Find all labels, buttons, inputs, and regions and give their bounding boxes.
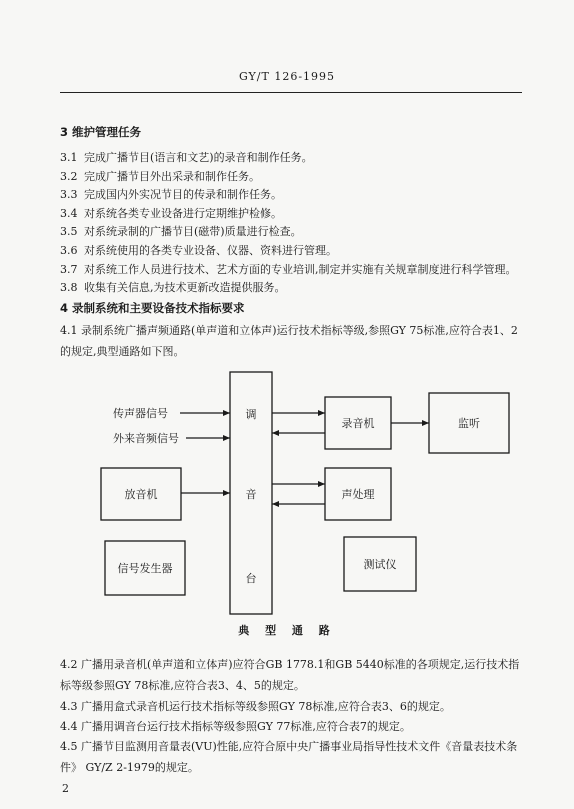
item-number: 3.4 (60, 206, 78, 220)
list-item (60, 204, 282, 224)
tester-label: 测试仪 (363, 558, 397, 571)
item-number: 3.6 (60, 244, 78, 257)
processor-box (325, 468, 391, 520)
item-text: 完成广播节目(语言和文艺)的录音和制作任务。 (84, 151, 313, 164)
mixer-char-1: 调 (245, 408, 257, 421)
item-text: 对系统各类专业设备进行定期维护检修。 (84, 206, 282, 220)
external-signal-label: 外来音频信号 (113, 432, 179, 445)
mixer-char-2: 音 (245, 488, 257, 501)
item-text: 完成广播节目外出采录和制作任务。 (84, 169, 260, 183)
player-label: 放音机 (124, 488, 158, 501)
recorder-box (325, 397, 391, 449)
header-rule (60, 92, 522, 93)
item-text: 收集有关信息,为技术更新改造提供服务。 (84, 281, 286, 295)
page-header: GY/T 126-1995 (238, 70, 336, 83)
list-item (60, 148, 313, 168)
signal-generator-label: 信号发生器 (117, 562, 173, 575)
section-3-title: 3 维护管理任务 (60, 125, 142, 139)
list-item (60, 222, 302, 242)
page-number: 2 (62, 782, 69, 795)
list-item (60, 167, 260, 187)
mic-signal-label: 传声器信号 (113, 407, 168, 420)
item-number: 3.8 (60, 281, 78, 295)
paragraph-4-3: 4.3 广播用盒式录音机运行技术指标等级参照GY 78标准,应符合表3、6的规定。 (60, 700, 451, 713)
paragraph-4-1: 4.1 录制系统广播声频通路(单声道和立体声)运行技术指标等级,参照GY 75标准,应符合表1、2的规定,典型通路如下图。 (60, 324, 518, 358)
paragraph-4-4: 4.4 广播用调音台运行技术指标等级参照GY 77标准,应符合表7的规定。 (60, 720, 411, 733)
item-number: 3.5 (60, 225, 78, 239)
item-text: 完成国内外实况节目的传录和制作任务。 (84, 188, 282, 202)
monitor-label: 监听 (458, 417, 480, 430)
item-text: 对系统录制的广播节目(磁带)质量进行检查。 (84, 225, 302, 239)
processor-label: 声处理 (341, 488, 375, 501)
item-number: 3.2 (60, 169, 78, 183)
player-box (101, 468, 181, 520)
mixer-char-3: 台 (245, 572, 257, 585)
diagram-caption: 典 型 通 路 (238, 624, 336, 637)
item-number: 3.7 (60, 262, 78, 276)
paragraph-4-2: 4.2 广播用录音机(单声道和立体声)应符合GB 1778.1和GB 5440标准的各项规定,运行技术指标等级参照GY 78标准,应符合表3、4、5的规定。 (60, 658, 520, 692)
item-text: 对系统工作人员进行技术、艺术方面的专业培训,制定并实施有关规章制度进行科学管理。 (84, 262, 517, 276)
tester-box (344, 537, 416, 591)
item-number: 3.1 (60, 151, 78, 164)
item-text: 对系统使用的各类专业设备、仪器、资料进行管理。 (84, 244, 337, 257)
signal-generator-box (105, 541, 185, 595)
section-4-title: 4 录制系统和主要设备技术指标要求 (60, 301, 245, 315)
monitor-box (429, 393, 509, 453)
item-number: 3.3 (60, 188, 78, 202)
list-item (60, 241, 337, 261)
list-item (60, 278, 286, 298)
recorder-label: 录音机 (341, 417, 375, 430)
paragraph-4-5: 4.5 广播节目监测用音量表(VU)性能,应符合原中央广播事业局指导性技术文件《音量表技术条件》 GY/Z 2-1979的规定。 (60, 740, 518, 774)
list-item (60, 260, 517, 280)
list-item (60, 185, 282, 205)
mixer-box (230, 372, 272, 614)
